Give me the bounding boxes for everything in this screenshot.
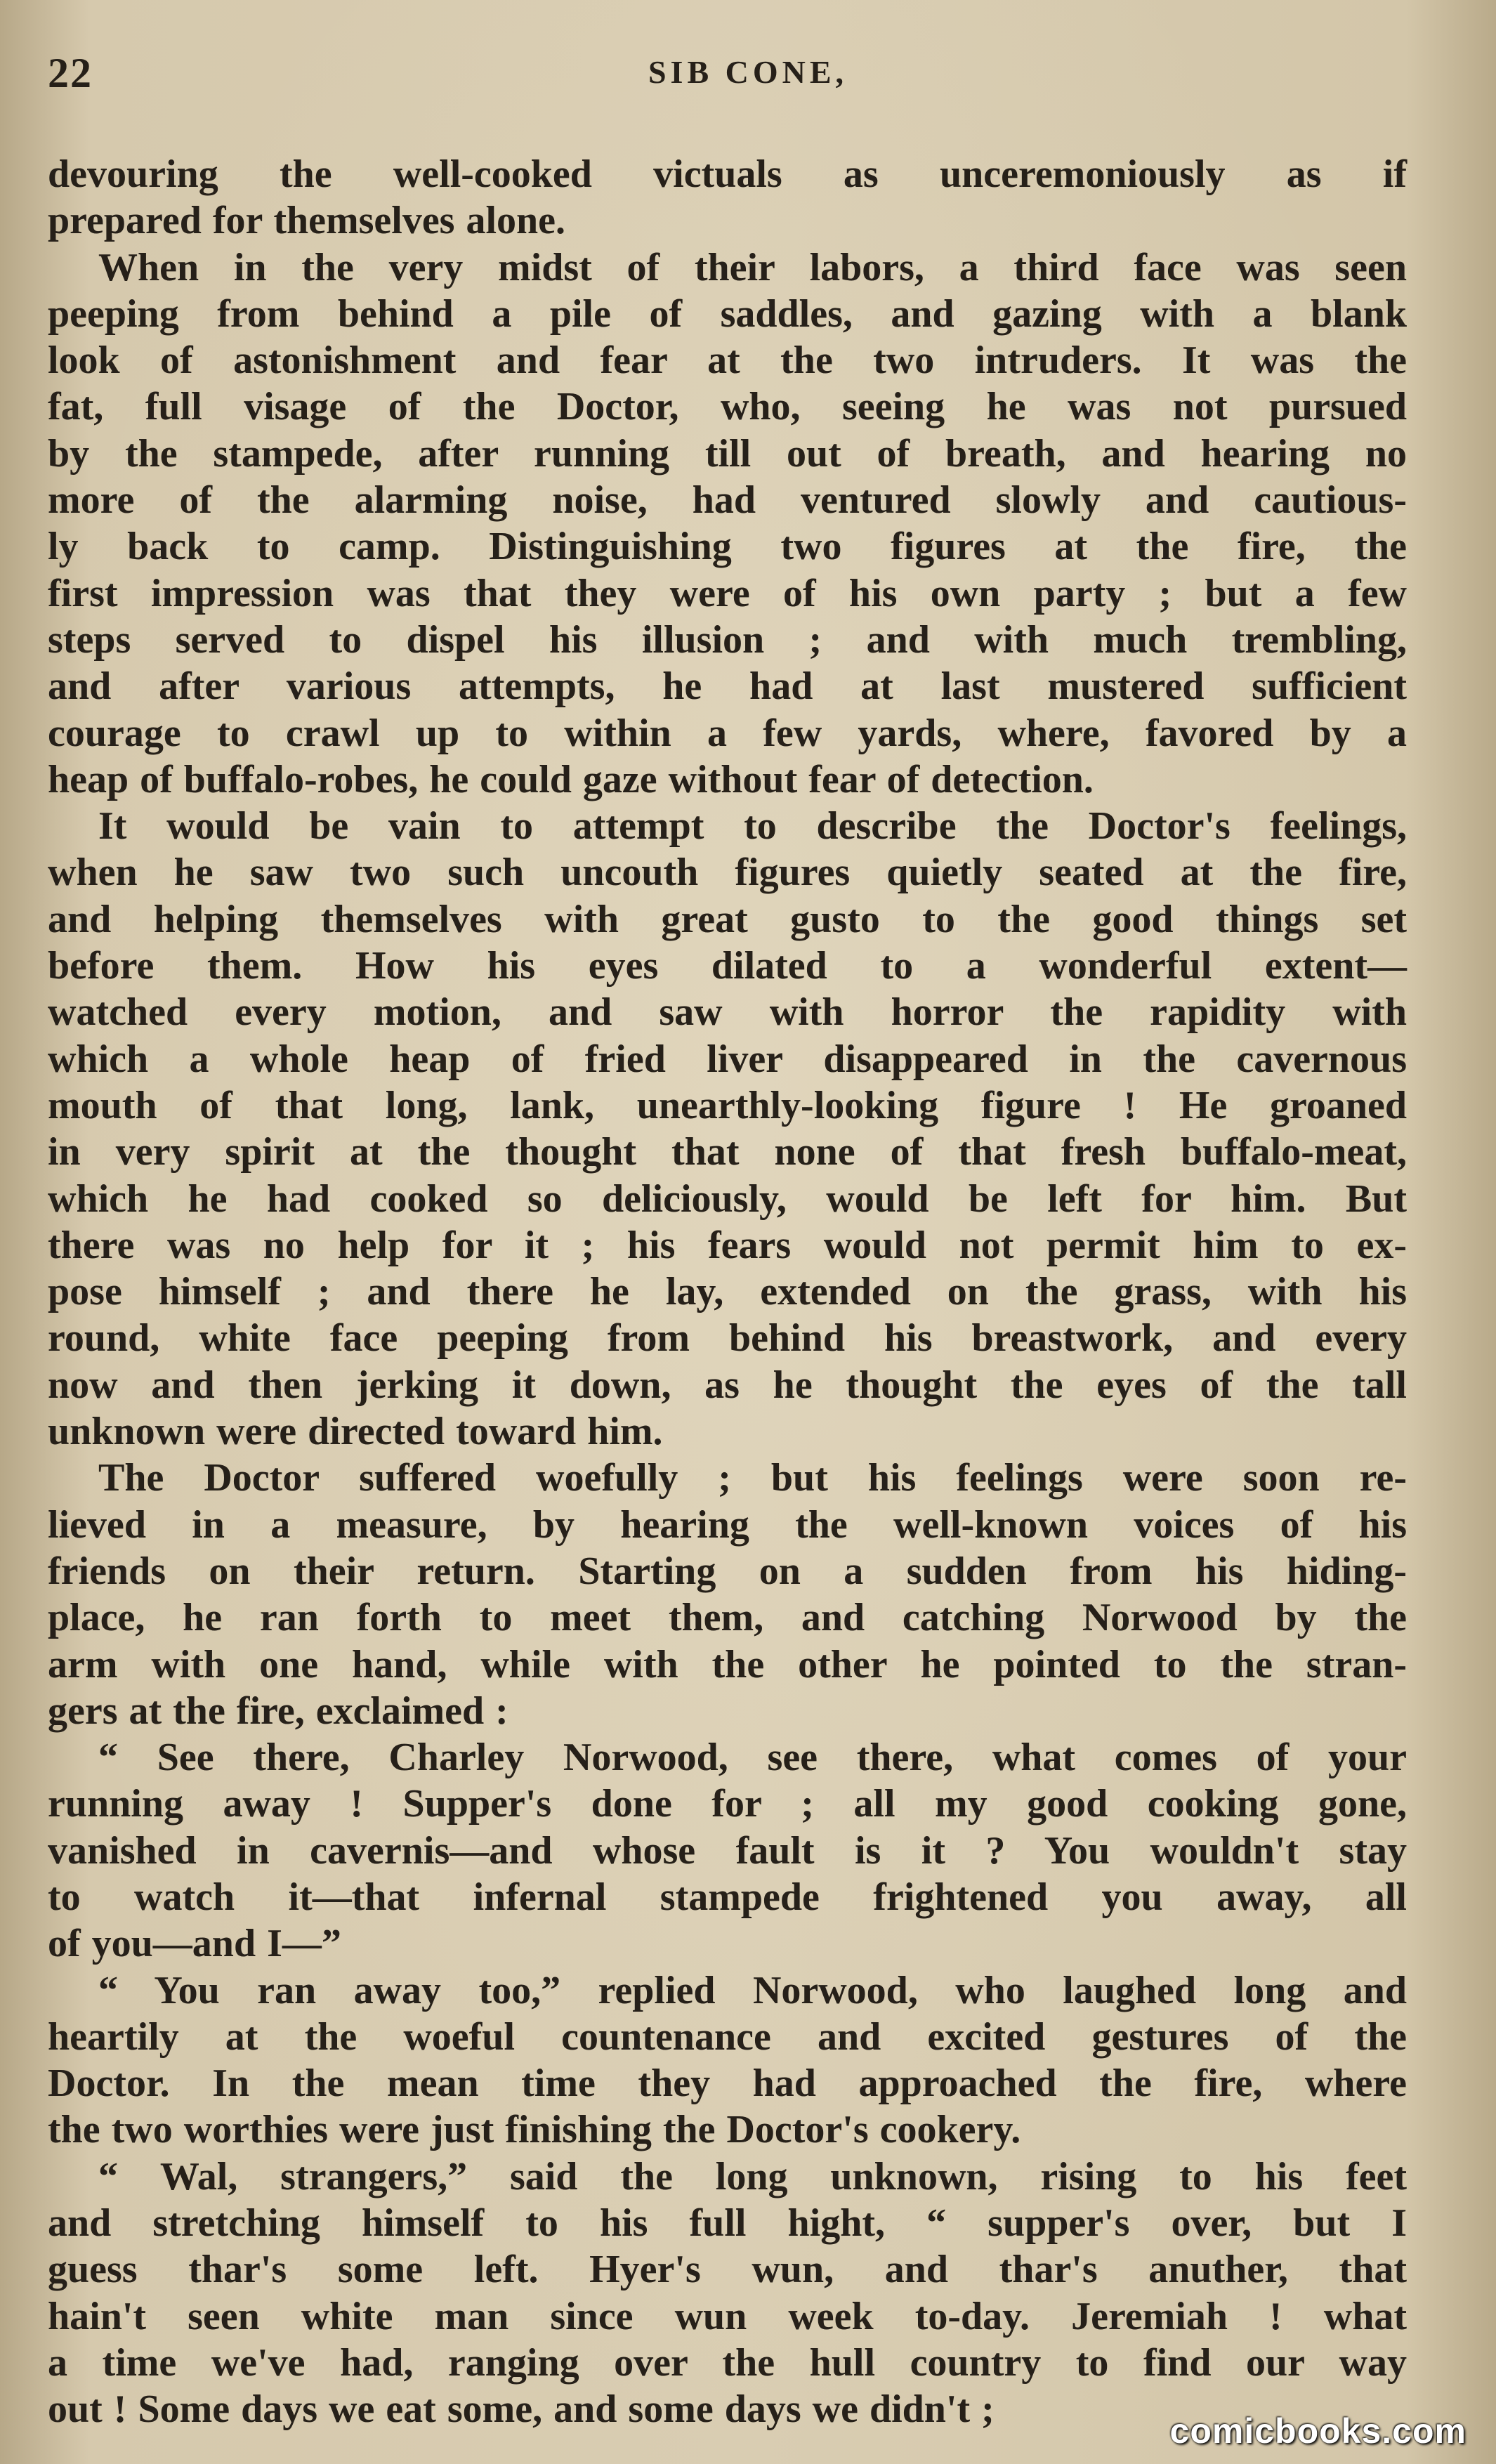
text-line: running away ! Supper's done for ; all my good cooking gone, (48, 1782, 1407, 1826)
text-line: out ! Some days we eat some, and some days we didn't ; (48, 2387, 995, 2432)
text-line: When in the very midst of their labors, a third face was seen (98, 245, 1407, 289)
text-line: which a whole heap of fried liver disappeared in the cavernous (48, 1037, 1407, 1081)
text-line: friends on their return. Starting on a sudden from his hiding- (48, 1549, 1407, 1593)
page-header (42, 49, 1454, 105)
text-line: ly back to camp. Distinguishing two figures at the fire, the (48, 525, 1407, 569)
text-line: lieved in a measure, by hearing the well-known voices of his (48, 1502, 1407, 1547)
text-line: “ You ran away too,” replied Norwood, who laughed long and (98, 1968, 1407, 2012)
text-line: more of the alarming noise, had ventured slowly and cautious- (48, 478, 1407, 523)
paragraph (48, 1455, 1407, 1734)
text-line: devouring the well-cooked victuals as unceremoniously as if (48, 152, 1407, 196)
text-line: of you—and I—” (48, 1922, 341, 1966)
text-line: steps served to dispel his illusion ; and with much trembling, (48, 617, 1407, 662)
text-line: unknown were directed toward him. (48, 1410, 663, 1454)
text-line: The Doctor suffered woefully ; but his feelings were soon re- (98, 1456, 1407, 1500)
text-line: peeping from behind a pile of saddles, and gazing with a blank (48, 291, 1407, 336)
text-line: which he had cooked so deliciously, would be left for him. But (48, 1177, 1407, 1221)
text-line: “ See there, Charley Norwood, see there, what comes of your (98, 1736, 1407, 1780)
text-line: first impression was that they were of his own party ; but a few (48, 571, 1407, 615)
text-line: guess thar's some left. Hyer's wun, and thar's anuther, that (48, 2248, 1407, 2292)
page-number: 22 (48, 50, 93, 96)
text-line: look of astonishment and fear at the two intruders. It was the (48, 339, 1407, 383)
text-line: pose himself ; and there he lay, extended on the grass, with his (48, 1270, 1407, 1314)
paragraph (48, 151, 1407, 244)
text-line: arm with one hand, while with the other he pointed to the stran- (48, 1642, 1407, 1686)
paragraph (48, 1734, 1407, 1967)
text-line: heap of buffalo-robes, he could gaze without fear of detection. (48, 757, 1094, 801)
text-line: there was no help for it ; his fears would not permit him to ex- (48, 1223, 1407, 1267)
paragraph (48, 2154, 1407, 2433)
text-line: vanished in cavernis—and whose fault is it ? You wouldn't stay (48, 1828, 1407, 1873)
text-line: place, he ran forth to meet them, and catching Norwood by the (48, 1596, 1407, 1640)
text-line: the two worthies were just finishing the Doctor's cookery. (48, 2108, 1021, 2152)
text-line: to watch it—that infernal stampede frightened you away, all (48, 1875, 1407, 1919)
body-text (48, 151, 1407, 2433)
text-line: gers at the fire, exclaimed : (48, 1689, 508, 1733)
text-line: when he saw two such uncouth figures quietly seated at the fire, (48, 851, 1407, 895)
text-line: a time we've had, ranging over the hull country to find our way (48, 2340, 1407, 2385)
text-line: It would be vain to attempt to describe the Doctor's feelings, (98, 804, 1407, 848)
watermark: comicbooks.com (1169, 2411, 1467, 2451)
text-line: fat, full visage of the Doctor, who, seeing he was not pursued (48, 385, 1407, 429)
text-line: and helping themselves with great gusto to the good things set (48, 897, 1407, 941)
text-line: round, white face peeping from behind his breastwork, and every (48, 1316, 1407, 1361)
text-line: hain't seen white man since wun week to-day. Jeremiah ! what (48, 2294, 1407, 2338)
text-line: now and then jerking it down, as he thought the eyes of the tall (48, 1363, 1407, 1407)
text-line: Doctor. In the mean time they had approached the fire, where (48, 2062, 1407, 2106)
running-head: SIB CONE, (648, 54, 848, 90)
text-line: before them. How his eyes dilated to a wonderful extent— (48, 944, 1407, 988)
paragraph (48, 244, 1407, 804)
text-line: mouth of that long, lank, unearthly-looking figure ! He groaned (48, 1083, 1407, 1127)
text-line: by the stampede, after running till out of breath, and hearing no (48, 431, 1407, 476)
text-line: heartily at the woeful countenance and excited gestures of the (48, 2014, 1407, 2059)
text-line: “ Wal, strangers,” said the long unknown, rising to his feet (98, 2154, 1407, 2198)
paragraph (48, 1967, 1407, 2154)
text-line: in very spirit at the thought that none of that fresh buffalo-meat, (48, 1130, 1407, 1174)
text-line: courage to crawl up to within a few yards, where, favored by a (48, 711, 1407, 755)
text-line: watched every motion, and saw with horror the rapidity with (48, 990, 1407, 1035)
paragraph (48, 803, 1407, 1455)
text-line: and stretching himself to his full hight, “ supper's over, but I (48, 2201, 1407, 2246)
text-line: prepared for themselves alone. (48, 199, 566, 243)
text-line: and after various attempts, he had at last mustered sufficient (48, 664, 1407, 709)
